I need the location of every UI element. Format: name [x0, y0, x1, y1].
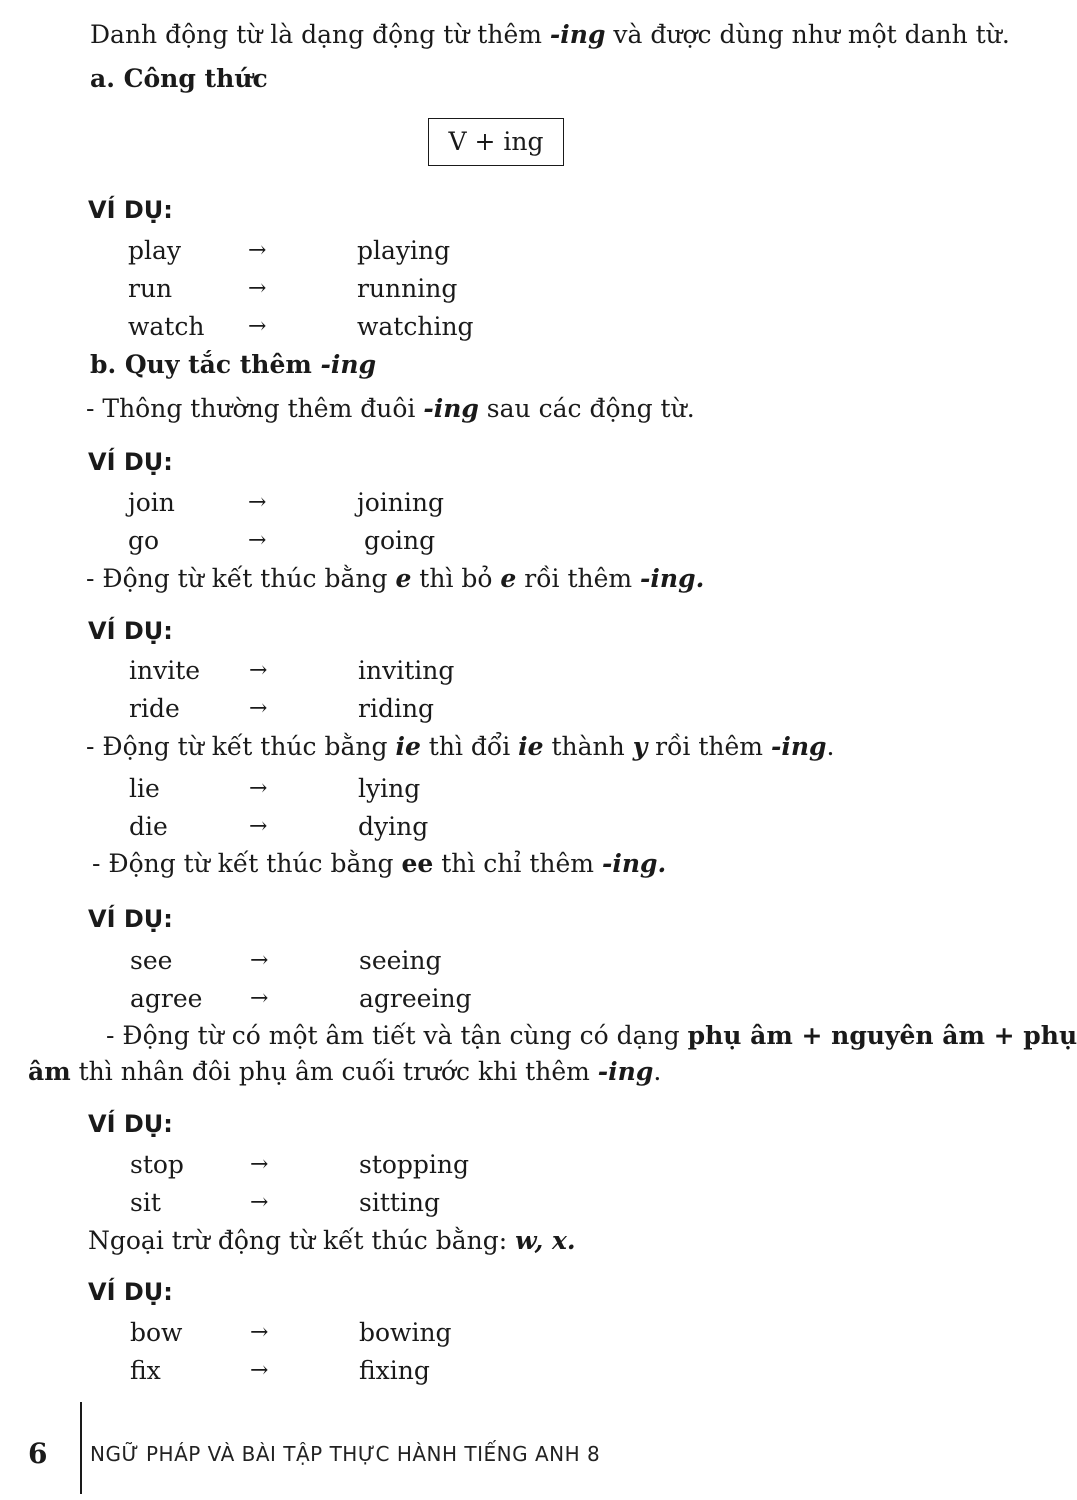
arrow-icon: →	[249, 658, 268, 683]
arrow-icon: →	[248, 490, 267, 515]
base-verb: agree	[130, 984, 203, 1013]
base-verb: bow	[130, 1318, 183, 1347]
base-verb: stop	[130, 1150, 184, 1179]
arrow-icon: →	[249, 776, 268, 801]
rule-1: - Thông thường thêm đuôi -ing sau các động từ.	[86, 394, 695, 423]
section-a-title: a. Công thức	[90, 64, 268, 93]
rule-4: - Động từ kết thúc bằng ee thì chỉ thêm -ing.	[92, 849, 667, 878]
example-row	[128, 526, 628, 556]
ing-form: playing	[357, 236, 451, 265]
base-verb: invite	[129, 656, 201, 685]
example-row	[128, 488, 628, 518]
example-row	[130, 946, 630, 976]
ing-form: riding	[358, 694, 435, 723]
base-verb: see	[130, 946, 173, 975]
formula-box: V + ing	[428, 118, 564, 166]
ing-form: agreeing	[359, 984, 472, 1013]
example-row	[129, 774, 629, 804]
arrow-icon: →	[249, 696, 268, 721]
arrow-icon: →	[250, 1358, 269, 1383]
example-label: VÍ DỤ:	[88, 617, 173, 645]
example-label: VÍ DỤ:	[88, 196, 173, 224]
arrow-icon: →	[250, 948, 269, 973]
base-verb: join	[128, 488, 175, 517]
base-verb: play	[128, 236, 182, 265]
example-row	[130, 1318, 630, 1348]
base-verb: run	[128, 274, 173, 303]
footer-divider	[80, 1402, 82, 1494]
ing-form: dying	[358, 812, 429, 841]
book-title: NGỮ PHÁP VÀ BÀI TẬP THỰC HÀNH TIẾNG ANH 8	[90, 1442, 601, 1466]
ing-form: lying	[358, 774, 421, 803]
ing-form: inviting	[358, 656, 455, 685]
arrow-icon: →	[250, 1190, 269, 1215]
arrow-icon: →	[248, 528, 267, 553]
arrow-icon: →	[250, 1320, 269, 1345]
example-row	[130, 1356, 630, 1386]
base-verb: go	[128, 526, 160, 555]
example-row	[129, 812, 629, 842]
base-verb: watch	[128, 312, 205, 341]
ing-form: going	[364, 526, 436, 555]
ing-form: running	[357, 274, 458, 303]
example-row	[130, 1150, 630, 1180]
ing-form: seeing	[359, 946, 442, 975]
arrow-icon: →	[250, 986, 269, 1011]
example-row	[130, 1188, 630, 1218]
base-verb: die	[129, 812, 168, 841]
ing-form: bowing	[359, 1318, 452, 1347]
example-row	[130, 984, 630, 1014]
exception-text: Ngoại trừ động từ kết thúc bằng: w, x.	[88, 1226, 576, 1255]
arrow-icon: →	[248, 314, 267, 339]
ing-form: fixing	[359, 1356, 430, 1385]
ing-form: stopping	[359, 1150, 470, 1179]
base-verb: lie	[129, 774, 160, 803]
base-verb: sit	[130, 1188, 161, 1217]
example-row	[129, 694, 629, 724]
example-row	[128, 274, 628, 304]
ing-form: sitting	[359, 1188, 441, 1217]
intro-text: Danh động từ là dạng động từ thêm -ing và được dùng như một danh từ.	[90, 20, 1010, 49]
arrow-icon: →	[250, 1152, 269, 1177]
example-label: VÍ DỤ:	[88, 1278, 173, 1306]
section-b-title: b. Quy tắc thêm -ing	[90, 350, 377, 379]
example-label: VÍ DỤ:	[88, 1110, 173, 1138]
base-verb: ride	[129, 694, 180, 723]
example-label: VÍ DỤ:	[88, 448, 173, 476]
example-label: VÍ DỤ:	[88, 905, 173, 933]
arrow-icon: →	[248, 238, 267, 263]
rule-3: - Động từ kết thúc bằng ie thì đổi ie thành y rồi thêm -ing.	[86, 732, 835, 761]
ing-form: watching	[357, 312, 474, 341]
rule-2: - Động từ kết thúc bằng e thì bỏ e rồi thêm -ing.	[86, 564, 705, 593]
base-verb: fix	[130, 1356, 161, 1385]
example-row	[129, 656, 629, 686]
rule-5-line-2: âm thì nhân đôi phụ âm cuối trước khi thêm -ing.	[28, 1057, 662, 1086]
rule-5-line-1: - Động từ có một âm tiết và tận cùng có dạng phụ âm + nguyên âm + phụ	[106, 1021, 1077, 1050]
arrow-icon: →	[249, 814, 268, 839]
ing-form: joining	[357, 488, 444, 517]
arrow-icon: →	[248, 276, 267, 301]
example-row	[128, 312, 628, 342]
example-row	[128, 236, 628, 266]
page-number: 6	[28, 1437, 48, 1470]
